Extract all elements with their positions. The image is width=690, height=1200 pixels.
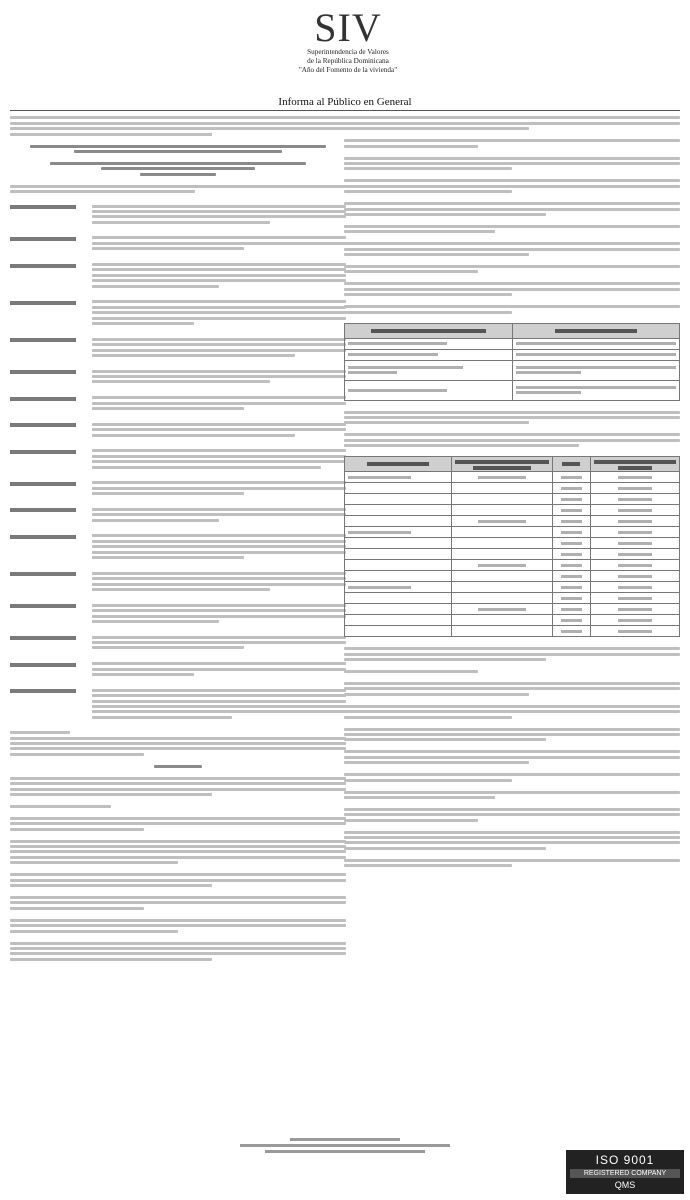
- considering-item: [10, 367, 346, 386]
- table-row: [345, 360, 680, 380]
- article-paragraph: [10, 805, 346, 808]
- notice-title: Informa al Público en General: [278, 96, 412, 108]
- reference-paragraph: [10, 185, 346, 193]
- article-paragraph: [344, 242, 680, 256]
- considering-item: [10, 234, 346, 253]
- article-paragraph: [344, 791, 680, 799]
- considering-item: [10, 569, 346, 593]
- logo-wordmark: SIV: [314, 5, 382, 50]
- badge-title: ISO 9001: [595, 1153, 655, 1167]
- article-paragraph: [10, 777, 346, 796]
- table-row: [345, 516, 680, 527]
- table-row: [345, 338, 680, 349]
- article-paragraph: [344, 705, 680, 719]
- article-paragraph: [344, 433, 680, 447]
- considering-item: [10, 298, 346, 327]
- article-paragraph: [344, 139, 680, 147]
- table-row: [345, 538, 680, 549]
- article-paragraph: [344, 682, 680, 696]
- article-paragraph: [344, 305, 680, 313]
- considering-item: [10, 660, 346, 679]
- table-row: [345, 571, 680, 582]
- article-paragraph: [344, 808, 680, 822]
- resuelve-heading: [10, 765, 346, 768]
- considering-item: [10, 447, 346, 471]
- considering-item: [10, 479, 346, 498]
- badge-mark: QMS: [614, 1180, 636, 1190]
- article-paragraph: [344, 282, 680, 296]
- resolution-items-right: [344, 116, 680, 313]
- considering-item: [10, 202, 346, 226]
- org-name-line1: Superintendencia de Valores: [307, 48, 389, 56]
- article-paragraph: [344, 179, 680, 193]
- article-paragraph: [10, 942, 346, 961]
- resolution-heading: [10, 162, 346, 176]
- considerations-list: [10, 202, 346, 721]
- article-paragraph: [344, 202, 680, 216]
- considering-item: [10, 601, 346, 625]
- table-row: [345, 615, 680, 626]
- resolution-items-left: [10, 777, 346, 961]
- considering-item: [10, 505, 346, 524]
- table-row: [345, 604, 680, 615]
- right-column: [344, 114, 680, 1134]
- iso-9001-badge: [566, 1150, 684, 1194]
- header-rule: [10, 110, 680, 111]
- table-row: [345, 380, 680, 400]
- table-row: [345, 549, 680, 560]
- article-paragraph: [344, 225, 680, 233]
- article-paragraph: [344, 670, 680, 673]
- article-paragraph: [10, 840, 346, 865]
- table-row: [345, 472, 680, 483]
- table-row: [345, 494, 680, 505]
- considering-item: [10, 335, 346, 359]
- table-row: [345, 626, 680, 637]
- article-paragraph: [344, 728, 680, 742]
- article-paragraph: [10, 919, 346, 933]
- considering-item: [10, 532, 346, 561]
- considering-item: [10, 686, 346, 721]
- article-paragraph: [344, 750, 680, 764]
- table-row: [345, 527, 680, 538]
- article-paragraph: [10, 873, 346, 887]
- regulation-title: [10, 145, 346, 153]
- left-column: [10, 114, 346, 1134]
- article-paragraph: [10, 896, 346, 910]
- slogan: "Año del Fomento de la vivienda": [298, 66, 398, 74]
- org-name-line2: de la República Dominicana: [307, 57, 389, 65]
- table-row: [345, 582, 680, 593]
- badge-subtitle: REGISTERED COMPANY: [570, 1169, 680, 1178]
- considering-item: [10, 261, 346, 290]
- article-paragraph: [344, 411, 680, 425]
- intro-paragraph: [10, 116, 346, 135]
- table-row: [345, 483, 680, 494]
- article-paragraph: [344, 859, 680, 867]
- considering-item: [10, 633, 346, 652]
- article-paragraph: [344, 265, 680, 273]
- article-paragraph: [344, 773, 680, 781]
- por-tanto-paragraph: [10, 731, 346, 756]
- passive-participants-table: [344, 323, 680, 401]
- table-row: [345, 505, 680, 516]
- article-paragraph: [344, 831, 680, 850]
- article-paragraph: [10, 817, 346, 831]
- table-row: [345, 349, 680, 360]
- considering-item: [10, 420, 346, 439]
- table-row: [345, 560, 680, 571]
- article-paragraph: [344, 116, 680, 130]
- article-paragraph: [344, 157, 680, 171]
- siv-logo: [268, 5, 428, 92]
- fees-table: [344, 456, 680, 637]
- considering-item: [10, 394, 346, 413]
- article-paragraph: [344, 647, 680, 661]
- table-row: [345, 593, 680, 604]
